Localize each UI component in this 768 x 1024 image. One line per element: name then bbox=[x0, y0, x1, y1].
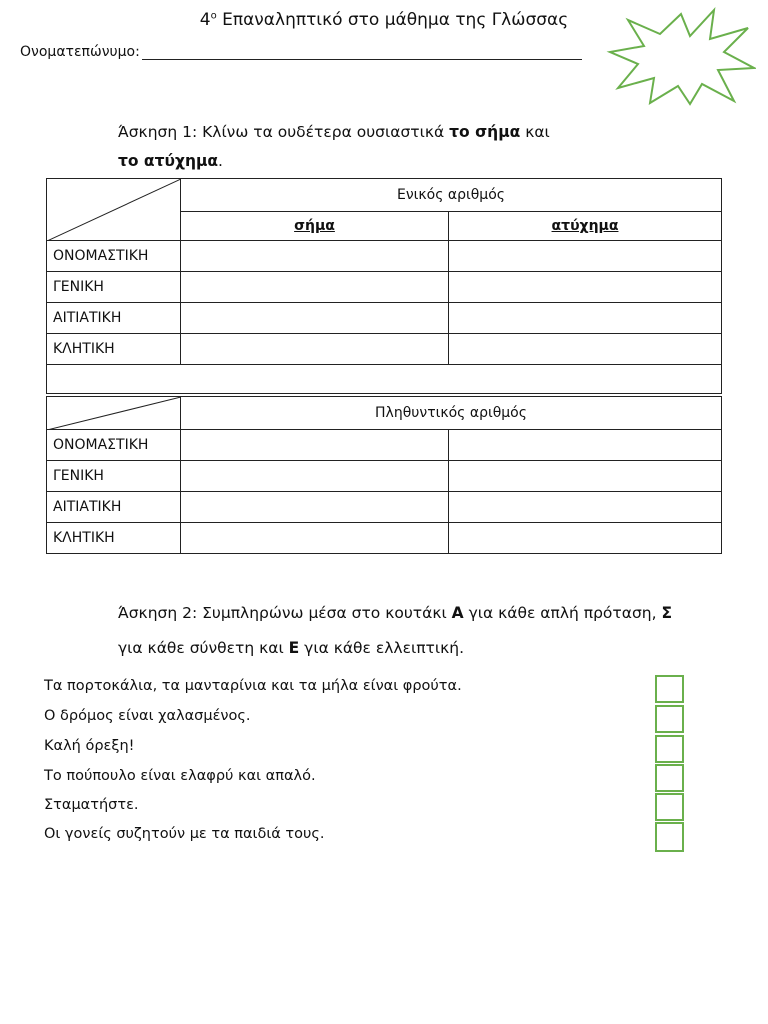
answer-cell[interactable] bbox=[181, 492, 449, 523]
answer-box[interactable] bbox=[655, 822, 684, 852]
exercise-2-heading: Άσκηση 2: Συμπληρώνω μέσα στο κουτάκι Α για κάθε απλή πρόταση, Σ για κάθε σύνθετη και Ε για κάθε ελλειπτική. bbox=[118, 604, 673, 657]
case-label: ΟΝΟΜΑΣΤΙΚΗ bbox=[47, 430, 181, 461]
sentence: Το πούπουλο είναι ελαφρύ και απαλό. bbox=[44, 768, 316, 784]
name-row bbox=[20, 44, 582, 60]
case-label: ΚΛΗΤΙΚΗ bbox=[47, 334, 181, 365]
answer-cell[interactable] bbox=[181, 430, 449, 461]
answer-cell[interactable] bbox=[449, 492, 722, 523]
starburst-icon bbox=[606, 6, 756, 106]
answer-cell[interactable] bbox=[181, 523, 449, 554]
singular-header: Ενικός αριθμός bbox=[181, 179, 722, 212]
name-input-line[interactable] bbox=[142, 45, 582, 60]
answer-cell[interactable] bbox=[449, 272, 722, 303]
case-label: ΓΕΝΙΚΗ bbox=[47, 272, 181, 303]
answer-cell[interactable] bbox=[449, 303, 722, 334]
answer-cell[interactable] bbox=[449, 430, 722, 461]
sentence: Καλή όρεξη! bbox=[44, 738, 135, 754]
column-header-sima: σήμα bbox=[181, 212, 449, 241]
exercise-1-heading: Άσκηση 1: Κλίνω τα ουδέτερα ουσιαστικά το σήμα και το ατύχημα. bbox=[118, 123, 550, 170]
column-header-atyxima: ατύχημα bbox=[449, 212, 722, 241]
diagonal-cell bbox=[47, 179, 181, 241]
name-label: Ονοματεπώνυμο: bbox=[20, 44, 140, 60]
answer-cell[interactable] bbox=[181, 272, 449, 303]
answer-box[interactable] bbox=[655, 675, 684, 703]
answer-box[interactable] bbox=[655, 764, 684, 792]
sentence: Τα πορτοκάλια, τα μανταρίνια και τα μήλα είναι φρούτα. bbox=[44, 678, 462, 694]
answer-cell[interactable] bbox=[181, 241, 449, 272]
answer-cell[interactable] bbox=[449, 461, 722, 492]
sentence: Ο δρόμος είναι χαλασμένος. bbox=[44, 708, 251, 724]
answer-box[interactable] bbox=[655, 705, 684, 733]
case-label: ΑΙΤΙΑΤΙΚΗ bbox=[47, 492, 181, 523]
answer-cell[interactable] bbox=[449, 523, 722, 554]
case-label: ΑΙΤΙΑΤΙΚΗ bbox=[47, 303, 181, 334]
plural-table bbox=[46, 396, 722, 554]
answer-cell[interactable] bbox=[449, 241, 722, 272]
answer-cell[interactable] bbox=[181, 303, 449, 334]
sentence: Σταματήστε. bbox=[44, 797, 139, 813]
page-title: $4^o$ Επαναληπτικό στο μάθημα της Γλώσσας bbox=[199, 10, 569, 30]
answer-box[interactable] bbox=[655, 793, 684, 821]
answer-cell[interactable] bbox=[449, 334, 722, 365]
spacer-row bbox=[47, 365, 722, 394]
answer-cell[interactable] bbox=[181, 461, 449, 492]
answer-cell[interactable] bbox=[181, 334, 449, 365]
case-label: ΓΕΝΙΚΗ bbox=[47, 461, 181, 492]
diagonal-cell bbox=[47, 397, 181, 430]
case-label: ΚΛΗΤΙΚΗ bbox=[47, 523, 181, 554]
answer-box[interactable] bbox=[655, 735, 684, 763]
singular-table bbox=[46, 178, 722, 394]
plural-header: Πληθυντικός αριθμός bbox=[181, 397, 722, 430]
case-label: ΟΝΟΜΑΣΤΙΚΗ bbox=[47, 241, 181, 272]
sentence: Οι γονείς συζητούν με τα παιδιά τους. bbox=[44, 826, 325, 842]
